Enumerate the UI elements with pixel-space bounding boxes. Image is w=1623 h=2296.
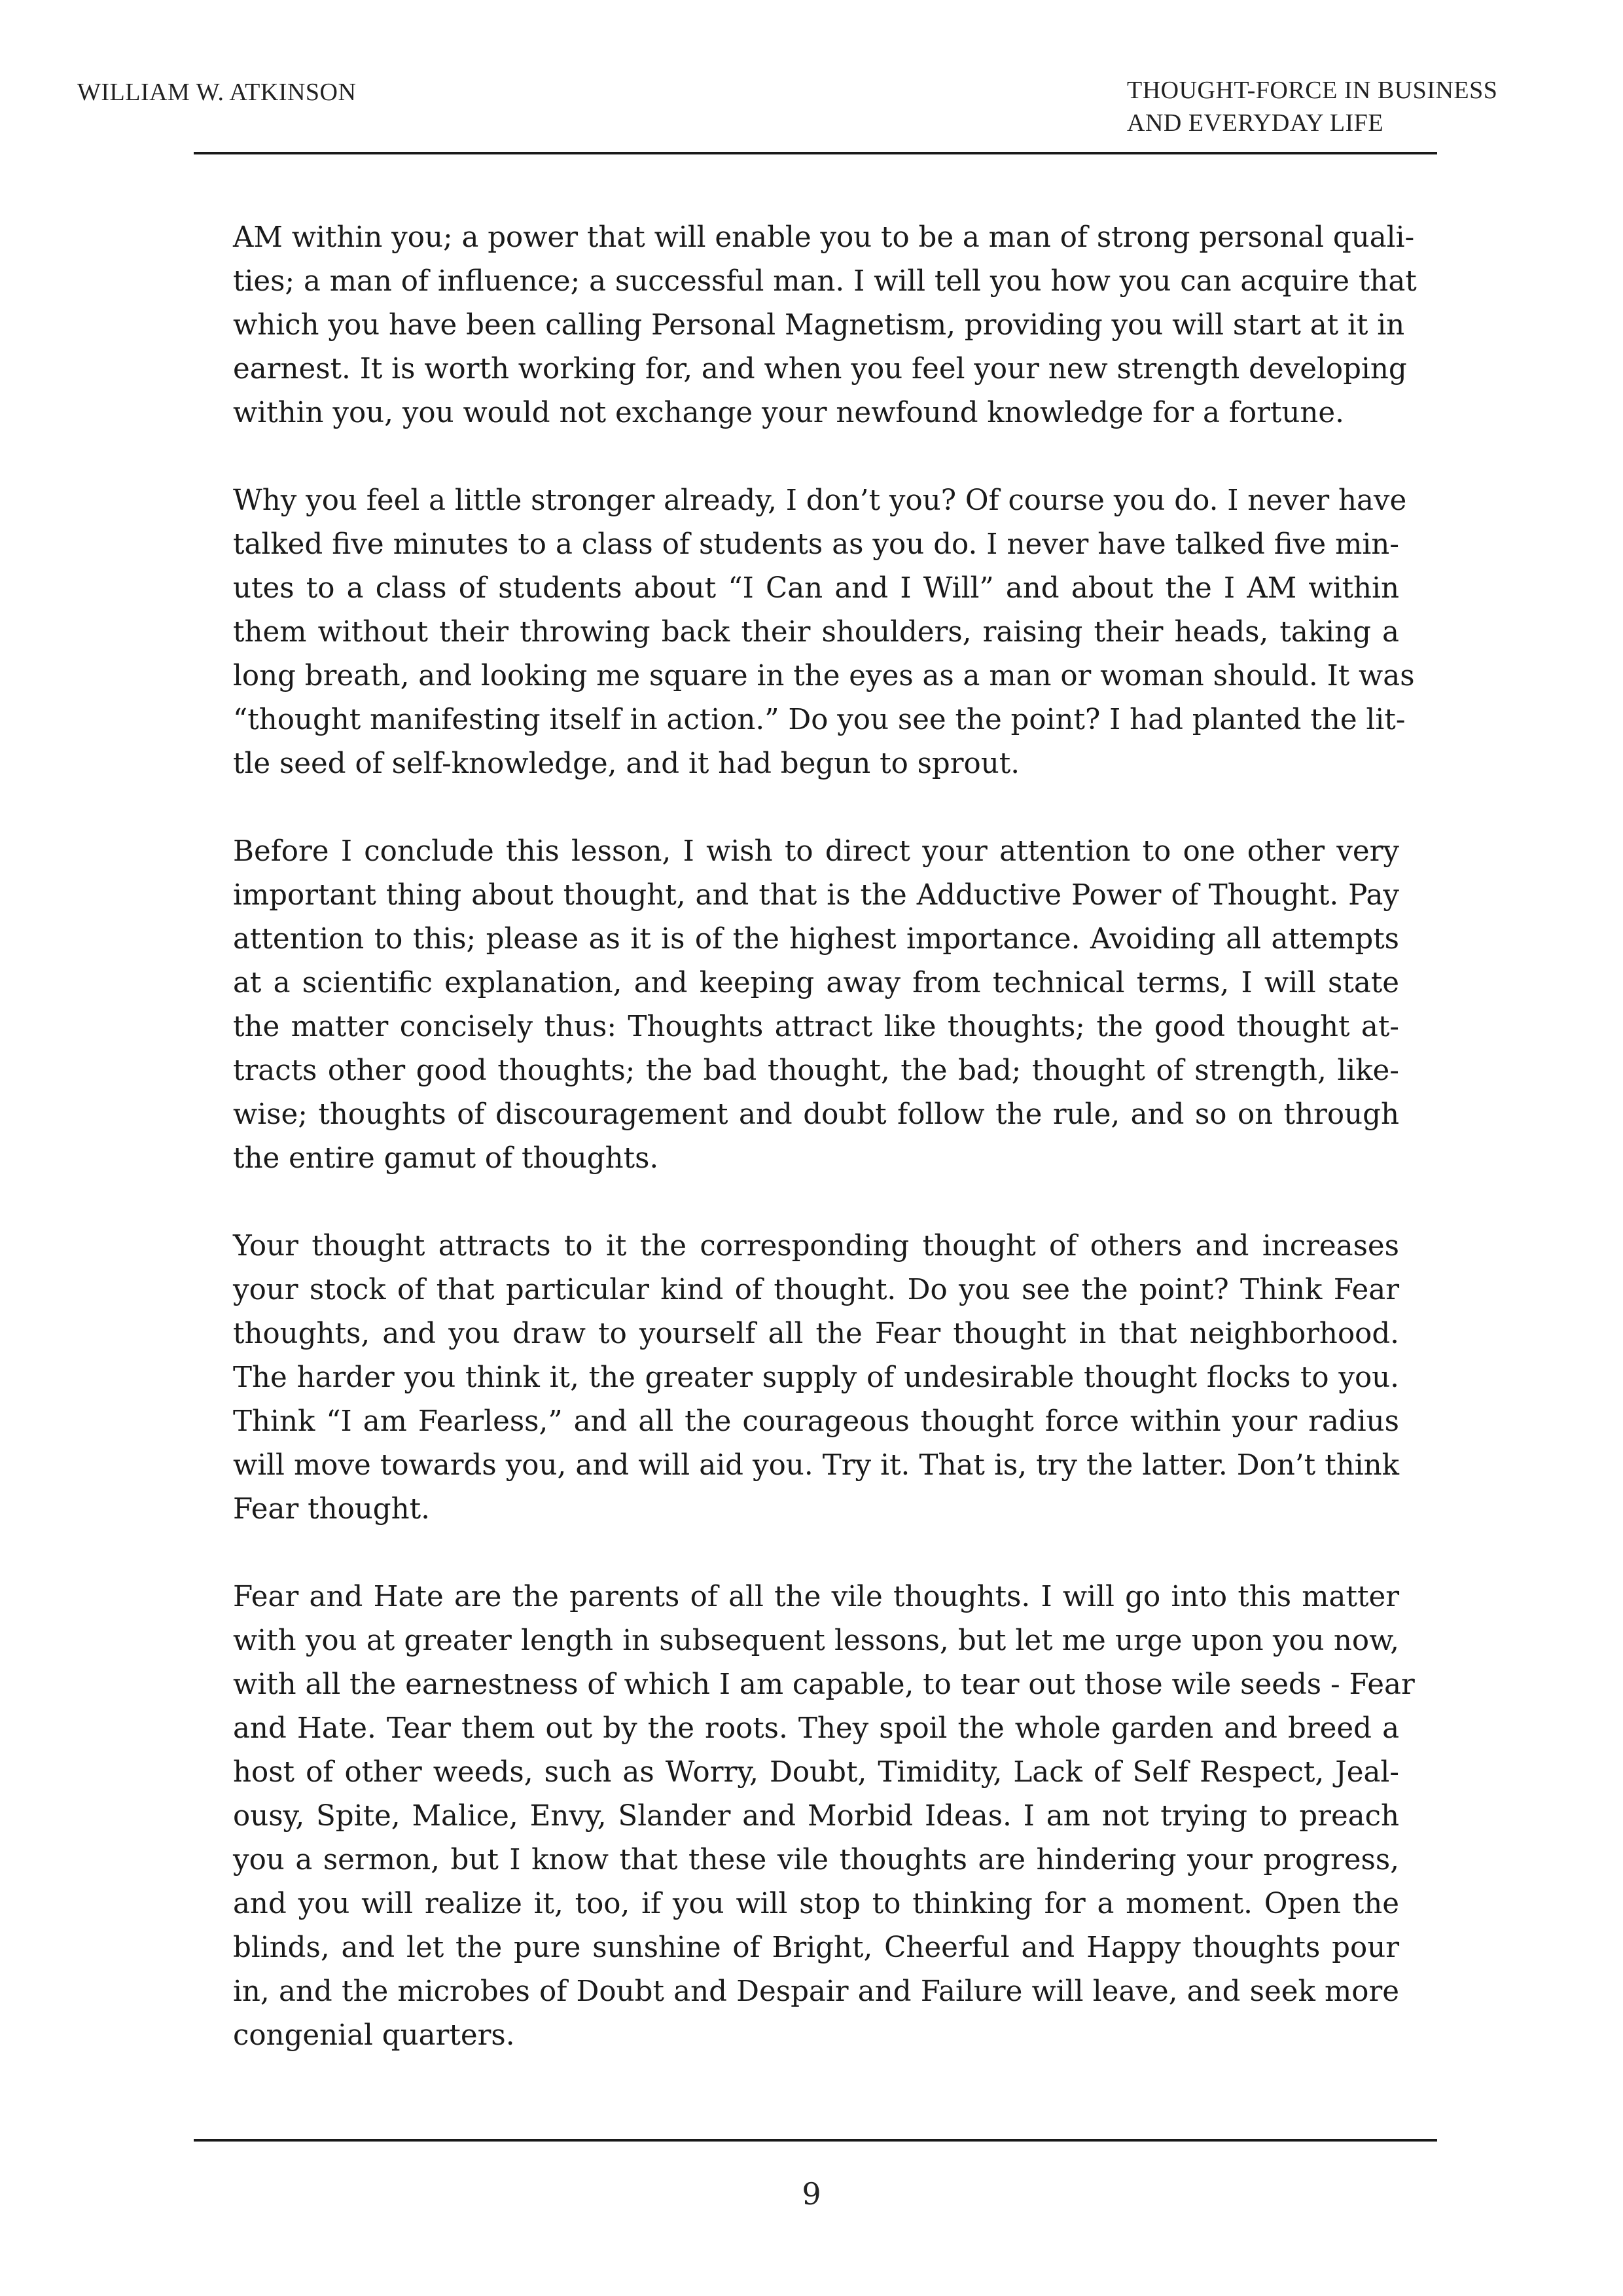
text-line: and Hate. Tear them out by the roots. They spoil the whole garden and breed a xyxy=(233,1712,1399,1745)
text-line: “thought manifesting itself in action.” Do you see the point? I had planted the lit- xyxy=(233,704,1406,736)
text-line: you a sermon, but I know that these vile thoughts are hindering your progress, xyxy=(233,1844,1399,1876)
text-line: ties; a man of influence; a successful man. I will tell you how you can acquire that xyxy=(233,265,1417,298)
text-line: in, and the microbes of Doubt and Despair and Failure will leave, and seek more xyxy=(233,1975,1399,2008)
page-number: 9 xyxy=(802,2176,821,2212)
text-line: the entire gamut of thoughts. xyxy=(233,1142,659,1175)
text-line: long breath, and looking me square in the eyes as a man or woman should. It was xyxy=(233,660,1415,692)
page-body xyxy=(233,216,1417,2102)
footer-divider xyxy=(194,2139,1437,2142)
paragraph xyxy=(233,479,1415,786)
text-line: Your thought attracts to it the corresponding thought of others and increases xyxy=(233,1230,1399,1263)
paragraph xyxy=(233,216,1417,435)
paragraph xyxy=(233,1225,1399,1532)
text-line: congenial quarters. xyxy=(233,2019,515,2052)
text-line: and you will realize it, too, if you will stop to thinking for a moment. Open the xyxy=(233,1888,1399,1920)
text-line: earnest. It is worth working for, and when you feel your new strength developing xyxy=(233,353,1407,386)
running-header-title-line-1: THOUGHT-FORCE IN BUSINESS xyxy=(1127,77,1498,104)
text-line: blinds, and let the pure sunshine of Bright, Cheerful and Happy thoughts pour xyxy=(233,1931,1399,1964)
text-line: utes to a class of students about “I Can and I Will” and about the I AM within xyxy=(233,572,1399,605)
text-line: your stock of that particular kind of thought. Do you see the point? Think Fear xyxy=(233,1274,1399,1306)
text-line: talked five minutes to a class of students as you do. I never have talked five min- xyxy=(233,528,1399,561)
paragraph xyxy=(233,830,1399,1181)
running-header-title-line-2: AND EVERYDAY LIFE xyxy=(1127,109,1384,137)
text-line: The harder you think it, the greater supply of undesirable thought flocks to you. xyxy=(233,1361,1399,1394)
text-line: important thing about thought, and that is the Adductive Power of Thought. Pay xyxy=(233,879,1399,912)
text-line: the matter concisely thus: Thoughts attract like thoughts; the good thought at- xyxy=(233,1011,1399,1043)
text-line: Fear thought. xyxy=(233,1493,430,1526)
text-line: Why you feel a little stronger already, I don’t you? Of course you do. I never have xyxy=(233,484,1407,517)
text-line: with all the earnestness of which I am capable, to tear out those wile seeds - Fear xyxy=(233,1668,1415,1701)
text-line: tle seed of self-knowledge, and it had begun to sprout. xyxy=(233,747,1020,780)
text-line: them without their throwing back their shoulders, raising their heads, taking a xyxy=(233,616,1399,649)
running-header-title xyxy=(1127,74,1497,139)
text-line: Fear and Hate are the parents of all the vile thoughts. I will go into this matter xyxy=(233,1581,1399,1613)
text-line: thoughts, and you draw to yourself all the Fear thought in that neighborhood. xyxy=(233,1318,1399,1350)
text-line: host of other weeds, such as Worry, Doubt, Timidity, Lack of Self Respect, Jeal- xyxy=(233,1756,1399,1789)
header-divider xyxy=(194,152,1437,154)
paragraph xyxy=(233,1575,1415,2058)
text-line: tracts other good thoughts; the bad thought, the bad; thought of strength, like- xyxy=(233,1054,1399,1087)
running-header-author: WILLIAM W. ATKINSON xyxy=(77,79,357,106)
text-line: Think “I am Fearless,” and all the courageous thought force within your radius xyxy=(233,1405,1399,1438)
text-line: with you at greater length in subsequent lessons, but let me urge upon you now, xyxy=(233,1624,1399,1657)
text-line: AM within you; a power that will enable you to be a man of strong personal quali- xyxy=(233,221,1415,254)
text-line: wise; thoughts of discouragement and doubt follow the rule, and so on through xyxy=(233,1098,1399,1131)
text-line: ousy, Spite, Malice, Envy, Slander and Morbid Ideas. I am not trying to preach xyxy=(233,1800,1399,1833)
text-line: at a scientific explanation, and keeping away from technical terms, I will state xyxy=(233,967,1399,999)
text-line: within you, you would not exchange your newfound knowledge for a fortune. xyxy=(233,397,1344,429)
text-line: Before I conclude this lesson, I wish to direct your attention to one other very xyxy=(233,835,1399,868)
text-line: will move towards you, and will aid you. Try it. That is, try the latter. Don’t think xyxy=(233,1449,1399,1482)
text-line: attention to this; please as it is of the highest importance. Avoiding all attempts xyxy=(233,923,1399,956)
text-line: which you have been calling Personal Magnetism, providing you will start at it in xyxy=(233,309,1405,342)
